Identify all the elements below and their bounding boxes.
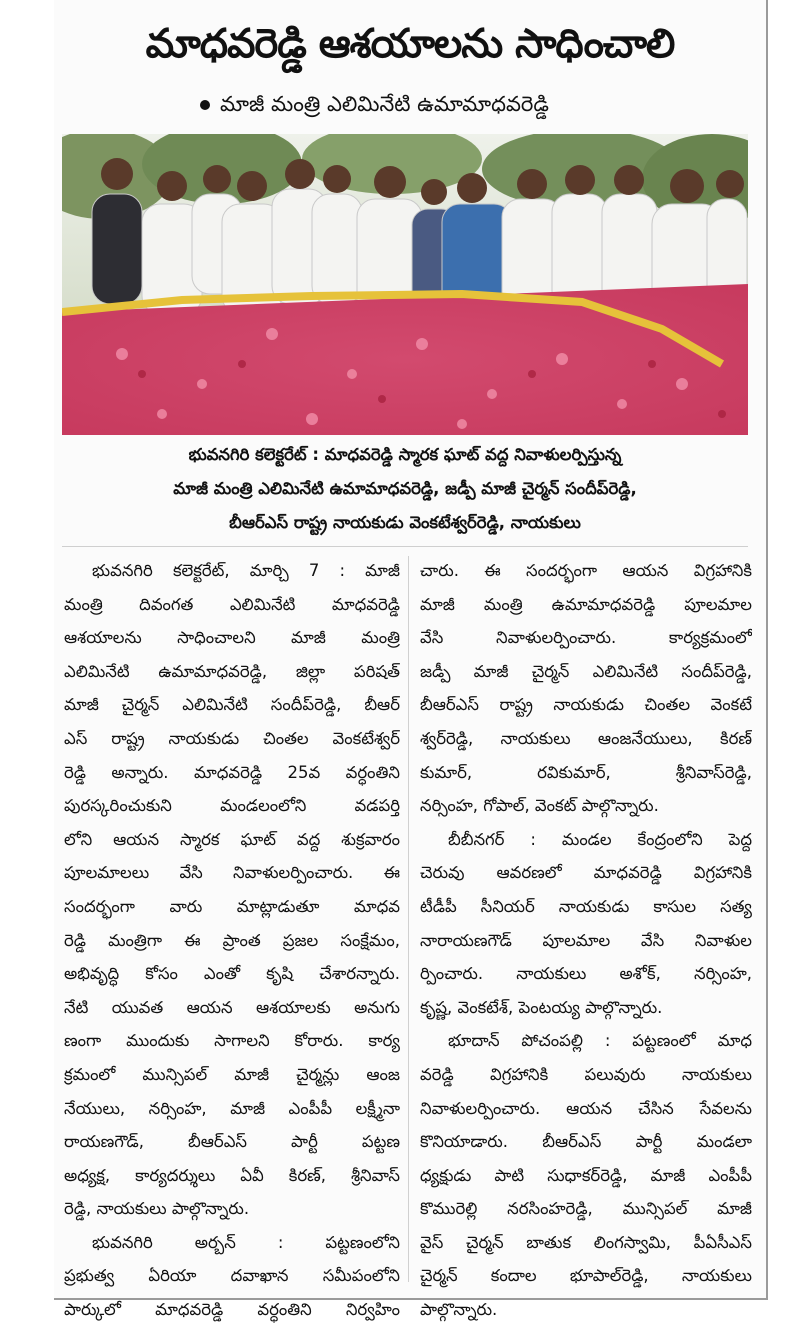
body-line: ప్రభుత్వ ఏరియా దవాఖాన సమీపంలోని xyxy=(64,1266,400,1286)
body-line: చెరువు ఆవరణలో మాధవరెడ్డి విగ్రహానికి xyxy=(420,863,752,883)
body-line: నేయులు, నర్సింహ, మాజీ ఎంపీపీ లక్ష్మీనా xyxy=(64,1098,400,1118)
caption-line: మాజీ మంత్రి ఎలిమినేటి ఉమామాధవరెడ్డి, జడ్పీ మాజీ చైర్మన్ సందీప్‌రెడ్డి, xyxy=(173,479,637,498)
body-line: నారాయణగౌడ్ పూలమాల వేసి నివాళుల xyxy=(420,930,752,950)
body-line: రాయణగౌడ్, బీఆర్ఎస్ పార్టీ పట్టణ xyxy=(64,1132,400,1152)
photo-caption xyxy=(62,438,748,540)
body-line: అధ్యక్ష, కార్యదర్శులు ఏవీ కిరణ్, శ్రీనివాస్ xyxy=(64,1165,400,1185)
body-line: టీడీపీ సీనియర్ నాయకుడు కాసుల సత్య xyxy=(420,896,752,916)
column-divider xyxy=(408,556,409,1282)
bullet-icon xyxy=(200,100,210,110)
body-line: కుమార్, రవికుమార్, శ్రీనివాస్‌రెడ్డి, xyxy=(420,762,752,782)
body-line: వరెడ్డి విగ్రహానికి పలువురు నాయకులు xyxy=(420,1064,752,1084)
body-line: చారు. ఈ సందర్భంగా ఆయన విగ్రహానికి xyxy=(420,561,752,580)
body-line: వైస్ చైర్మన్ బాతుక లింగస్వామి, పీఏసీఎస్ xyxy=(420,1232,752,1252)
body-line: పూలమాలలు వేసి నివాళులర్పించారు. ఈ xyxy=(64,863,400,883)
body-line: సందర్భంగా వారు మాట్లాడుతూ మాధవ xyxy=(64,896,400,916)
body-line: ర్పించారు. నాయకులు అశోక్, నర్సింహ, xyxy=(420,964,752,984)
body-line: లోని ఆయన స్మారక ఘాట్ వద్ద శుక్రవారం xyxy=(64,829,400,849)
body-line: ధ్యక్షుడు పాటి సుధాకర్‌రెడ్డి, మాజీ ఎంపీపీ xyxy=(420,1165,752,1185)
body-line: ఆశయాలను సాధించాలని మాజీ మంత్రి xyxy=(64,628,400,648)
body-line: బీఆర్ఎస్ రాష్ట్ర నాయకుడు చింతల వెంకటే xyxy=(420,695,752,715)
body-line: క్రమంలో మున్సిపల్ మాజీ చైర్మన్లు ఆంజ xyxy=(64,1064,400,1084)
news-photo xyxy=(62,134,748,435)
article-column-right xyxy=(420,554,752,1327)
body-line: నర్సింహ, గోపాల్, వెంకట్ పాల్గొన్నారు. xyxy=(420,796,659,816)
body-line: మాజీ చైర్మన్ ఎలిమినేటి సందీప్‌రెడ్డి, బీఆర్ xyxy=(64,695,400,715)
body-line: బీబీనగర్ : మండల కేంద్రంలోని పెద్ద xyxy=(448,829,752,849)
body-line: వేసి నివాళులర్పించారు. కార్యక్రమంలో xyxy=(420,628,752,648)
article-column-left xyxy=(64,554,400,1327)
body-line: కొమురెల్లి నరసింహరెడ్డి, మున్సిపల్ మాజీ xyxy=(420,1199,752,1219)
body-line: మాజీ మంత్రి ఉమామాధవరెడ్డి పూలమాల xyxy=(420,594,752,614)
body-line: నేటి యువత ఆయన ఆశయాలకు అనుగు xyxy=(64,997,400,1017)
body-line: ణంగా ముందుకు సాగాలని కోరారు. కార్య xyxy=(64,1031,400,1051)
caption-line: బీఆర్ఎస్ రాష్ట్ర నాయకుడు వెంకటేశ్వర్‌రెడ్డి, నాయకులు xyxy=(229,513,581,532)
body-line: పార్కులో మాధవరెడ్డి వర్ధంతిని నిర్వహిం xyxy=(64,1300,400,1320)
headline: మాధవరెడ్డి ఆశయాలను సాధించాలి xyxy=(145,21,675,67)
body-line: రెడ్డి మంత్రిగా ఈ ప్రాంత ప్రజల సంక్షేమం, xyxy=(64,930,400,950)
photo-illustration xyxy=(62,134,748,435)
body-line: ఎస్ రాష్ట్ర నాయకుడు చింతల వెంకటేశ్వర్ xyxy=(64,728,400,748)
subheadline xyxy=(200,88,549,120)
body-line: భువనగిరి కలెక్టరేట్, మార్చి 7 : మాజీ xyxy=(92,561,400,580)
body-line: పురస్కరించుకుని మండలంలోని వడపర్తి xyxy=(64,796,400,816)
body-line: రెడ్డి, నాయకులు పాల్గొన్నారు. xyxy=(64,1199,250,1219)
body-line: ఎలిమినేటి ఉమామాధవరెడ్డి, జిల్లా పరిషత్ xyxy=(64,661,400,681)
body-line: పాల్గొన్నారు. xyxy=(420,1300,498,1320)
body-line: భువనగిరి అర్బన్ : పట్టణంలోని xyxy=(92,1232,400,1252)
body-line: శ్వర్‌రెడ్డి, నాయకులు ఆంజనేయులు, కిరణ్ xyxy=(420,728,752,748)
body-line: మంత్రి దివంగత ఎలిమినేటి మాధవరెడ్డి xyxy=(64,594,400,614)
body-line: అభివృద్ధి కోసం ఎంతో కృషి చేశారన్నారు. xyxy=(64,964,400,984)
divider xyxy=(62,546,748,547)
body-line: రెడ్డి అన్నారు. మాధవరెడ్డి 25వ వర్ధంతిని xyxy=(64,762,400,782)
body-line: భూదాన్ పోచంపల్లి : పట్టణంలో మాధ xyxy=(448,1031,752,1051)
body-line: కృష్ణ, వెంకటేశ్, పెంటయ్య పాల్గొన్నారు. xyxy=(420,997,663,1017)
body-line: నివాళులర్పించారు. ఆయన చేసిన సేవలను xyxy=(420,1098,752,1118)
body-line: జడ్పీ మాజీ చైర్మన్ ఎలిమినేటి సందీప్‌రెడ్డి, xyxy=(420,661,752,681)
body-line: చైర్మన్ కందాల భూపాల్‌రెడ్డి, నాయకులు xyxy=(420,1266,752,1286)
subheadline-text: మాజీ మంత్రి ఎలిమినేటి ఉమామాధవరెడ్డి xyxy=(220,92,549,116)
body-line: కొనియాడారు. బీఆర్ఎస్ పార్టీ మండలా xyxy=(420,1132,752,1152)
caption-line: భువనగిరి కలెక్టరేట్ : మాధవరెడ్డి స్మారక ఘాట్ వద్ద నివాళులర్పిస్తున్న xyxy=(188,445,622,464)
